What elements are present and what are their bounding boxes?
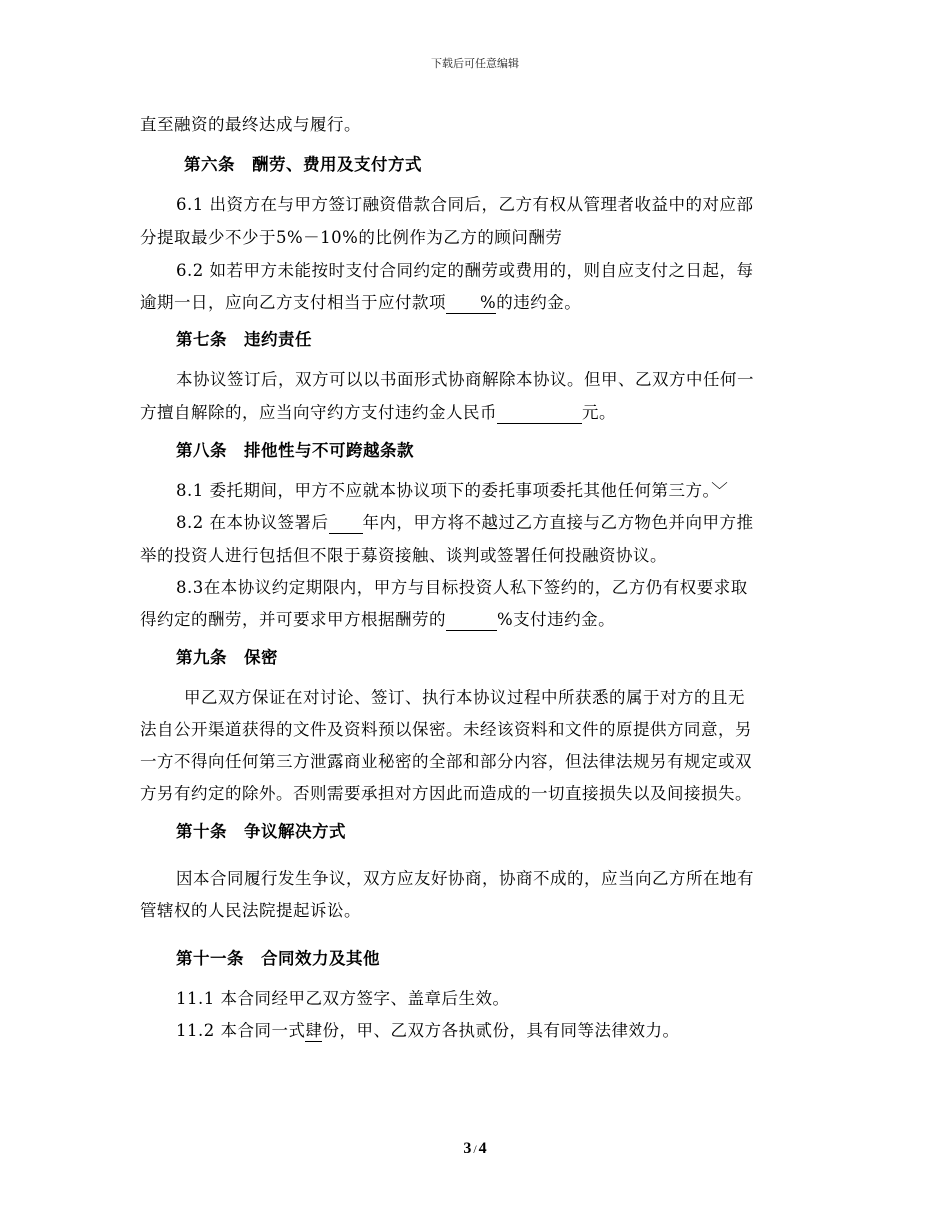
body-line: 举的投资人进行包括但不限于募资接触、谈判或签署任何投融资协议。 [140,546,667,565]
blank-field [497,403,582,424]
page-number [0,1140,950,1158]
page-separator: / [473,1142,477,1156]
blank-field [329,513,363,534]
body-line: 6.2 如若甲方未能按时支付合同约定的酬劳或费用的，则自应支付之日起，每 [176,261,754,280]
body-line: 8.2 在本协议签署后 年内，甲方将不越过乙方直接与乙方物色并向甲方推 [176,513,754,532]
section-title: 第八条 排他性与不可跨越条款 [176,441,414,460]
body-line: 甲乙双方保证在对讨论、签订、执行本协议过程中所获悉的属于对方的且无 [184,688,745,707]
section-title: 第六条 酬劳、费用及支付方式 [184,155,422,174]
page-header: 下载后可任意编辑 [431,57,519,70]
body-line: 分提取最少不少于5%－10%的比例作为乙方的顾问酬劳 [140,228,563,247]
body-line: 法自公开渠道获得的文件及资料预以保密。未经该资料和文件的原提供方同意，另 [140,720,752,739]
blank-field: % [446,293,497,312]
body-line: 8.3在本协议约定期限内，甲方与目标投资人私下签约的，乙方仍有权要求取 [176,578,748,597]
blank-field: 肆 [305,1021,323,1040]
body-line: 11.1 本合同经甲乙双方签字、盖章后生效。 [176,989,510,1008]
current-page: 3 [463,1140,472,1157]
blank-field [446,610,497,631]
body-line: 6.1 出资方在与甲方签订融资借款合同后，乙方有权从管理者收益中的对应部 [176,195,754,214]
section-title: 第十条 争议解决方式 [176,822,346,841]
body-line: 8.1 委托期间，甲方不应就本协议项下的委托事项委托其他任何第三方。﹀ [176,481,729,500]
total-pages: 4 [478,1140,487,1157]
body-line: 直至融资的最终达成与履行。 [140,115,361,134]
section-title: 第九条 保密 [176,648,278,667]
body-line: 方擅自解除的，应当向守约方支付违约金人民币 元。 [140,403,616,422]
section-title: 第十一条 合同效力及其他 [176,949,380,968]
body-line: 一方不得向任何第三方泄露商业秘密的全部和部分内容，但法律法规另有规定或双 [140,752,752,771]
body-line: 方另有约定的除外。否则需要承担对方因此而造成的一切直接损失以及间接损失。 [140,784,752,803]
body-line: 因本合同履行发生争议，双方应友好协商，协商不成的，应当向乙方所在地有 [176,869,754,888]
body-line: 11.2 本合同一式肆份，甲、乙双方各执贰份，具有同等法律效力。 [176,1021,680,1040]
section-title: 第七条 违约责任 [176,330,312,349]
body-line: 本协议签订后，双方可以以书面形式协商解除本协议。但甲、乙双方中任何一 [176,370,754,389]
body-line: 管辖权的人民法院提起诉讼。 [140,901,361,920]
body-line: 得约定的酬劳，并可要求甲方根据酬劳的 %支付违约金。 [140,610,616,629]
body-line: 逾期一日，应向乙方支付相当于应付款项 %的违约金。 [140,293,582,312]
